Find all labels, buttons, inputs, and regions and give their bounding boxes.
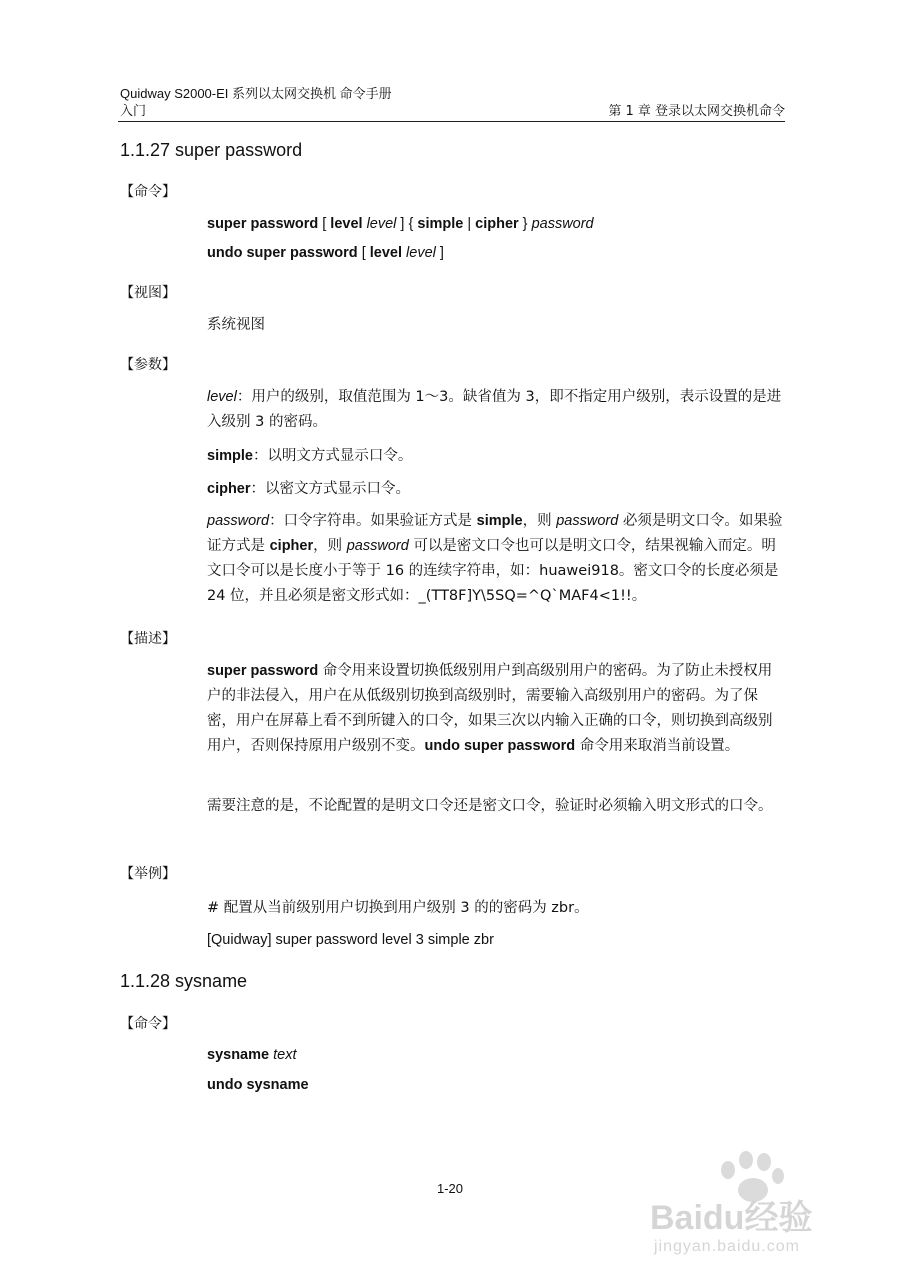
sysname-syntax-line: sysname text	[207, 1047, 297, 1063]
description-note: 需要注意的是，不论配置的是明文口令还是密文口令，验证时必须输入明文形式的口令。	[207, 798, 773, 814]
page-number: 1-20	[437, 1181, 464, 1196]
watermark-brand: Baidu经验	[650, 1199, 813, 1237]
command-syntax-line: super password [ level level ] { simple | cipher } password	[207, 216, 594, 232]
tag-description: 【描述】	[120, 631, 176, 647]
header-rule	[118, 121, 785, 122]
tag-command-sysname: 【命令】	[120, 1016, 176, 1032]
section-heading-sysname: 1.1.28 sysname	[120, 971, 248, 991]
undo-command-syntax-line: undo super password [ level level ]	[207, 245, 444, 261]
section-heading-super-password: 1.1.27 super password	[120, 140, 303, 160]
param-cipher: cipher：以密文方式显示口令。	[207, 481, 411, 497]
param-simple: simple：以明文方式显示口令。	[207, 448, 413, 464]
chapter-label: 第 1 章 登录以太网交换机命令	[608, 104, 785, 119]
section-label: 入门	[120, 104, 147, 119]
tag-command: 【命令】	[120, 184, 176, 200]
tag-view: 【视图】	[120, 285, 176, 301]
tag-parameters: 【参数】	[120, 357, 176, 373]
example-command: [Quidway] super password level 3 simple zbr	[207, 932, 494, 948]
undo-sysname-syntax-line: undo sysname	[207, 1077, 309, 1093]
watermark-url: jingyan.baidu.com	[654, 1238, 800, 1255]
param-password: password：口令字符串。如果验证方式是 simple，则 password 必须是明文口令。如果验证方式是 cipher，则 password 可以是密文口令也可以是明文口令，结果视输入而定。明文口令可以是长度小于等于 16 的连续字符串，如：huawei918。密文口令的长度必须是 24 位，并且必须是密文形式如：_(TT8F]Y\5SQ=^Q`MAF4<1!!。	[207, 513, 783, 604]
example-comment: # 配置从当前级别用户切换到用户级别 3 的的密码为 zbr。	[207, 900, 589, 916]
view-text: 系统视图	[207, 317, 265, 333]
description-paragraph: super password 命令用来设置切换低级别用户到高级别用户的密码。为了防止未授权用户的非法侵入，用户在从低级别切换到高级别时，需要输入高级别用户的密码。为了保密，用户在屏幕上看不到所键入的口令，如果三次以内输入正确的口令，则切换到高级别用户，否则保持原用户级别不变。undo super password 命令用来取消当前设置。	[207, 663, 773, 754]
manual-title: Quidway S2000-EI 系列以太网交换机 命令手册	[120, 86, 392, 101]
baidu-watermark	[650, 1140, 860, 1270]
tag-example: 【举例】	[120, 866, 176, 882]
param-level: level：用户的级别，取值范围为 1～3。缺省值为 3，即不指定用户级别，表示设置的是进入级别 3 的密码。	[207, 389, 782, 430]
